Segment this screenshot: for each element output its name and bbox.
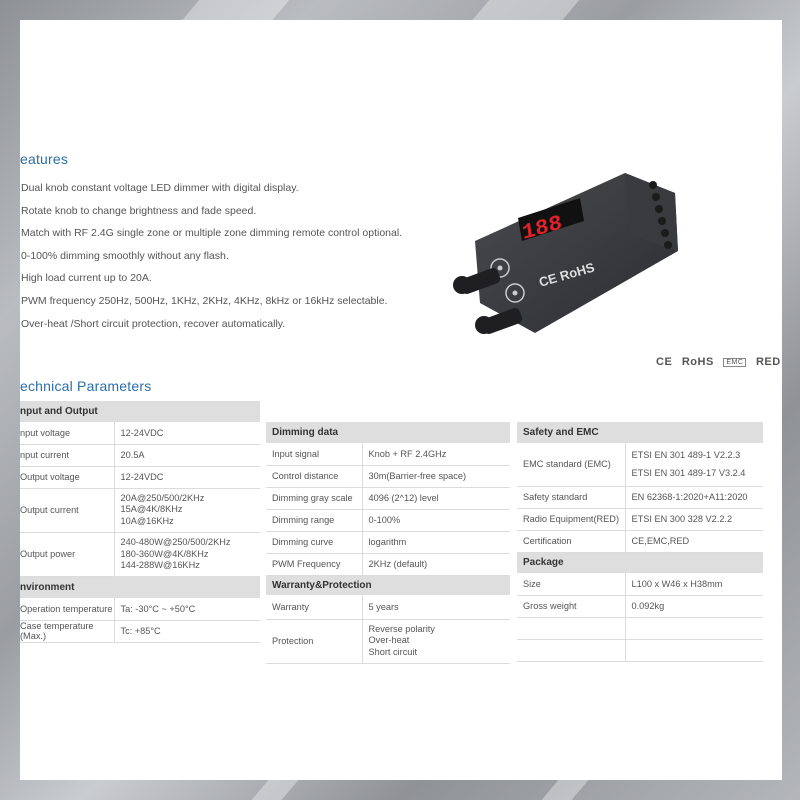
- param-value: [625, 617, 763, 639]
- param-label: Dimming range: [266, 509, 362, 531]
- param-label: Warranty: [266, 595, 362, 619]
- param-value: 4096 (2^12) level: [362, 487, 510, 509]
- datasheet-panel: [20, 20, 782, 780]
- feature-item: 0-100% dimming smoothly without any flash.: [21, 249, 229, 262]
- table-header: Dimming data: [266, 422, 510, 443]
- value-line: 240-480W@250/500/2KHz: [120, 537, 231, 547]
- param-value: 12-24VDC: [114, 422, 260, 444]
- value-line: 144-288W@16KHz: [120, 560, 200, 570]
- param-value: CE,EMC,RED: [625, 530, 763, 552]
- background-stripe: [181, 0, 289, 22]
- param-label: Protection: [266, 619, 362, 663]
- param-value: [114, 488, 260, 532]
- param-value: logarithm: [362, 531, 510, 553]
- table-safety-emc: [517, 422, 763, 662]
- background-stripe: [252, 780, 299, 800]
- features-title: eatures: [20, 151, 69, 167]
- table-dimming-data: [266, 422, 510, 664]
- value-line: ETSI EN 301 489-1 V2.2.3: [631, 450, 741, 461]
- value-line: Over-heat: [368, 635, 410, 646]
- param-label: Safety standard: [517, 486, 625, 508]
- param-value: 0-100%: [362, 509, 510, 531]
- param-value: EN 62368-1:2020+A11:2020: [625, 486, 763, 508]
- param-value: L100 x W46 x H38mm: [625, 573, 763, 595]
- param-label: nput current: [20, 444, 114, 466]
- param-value: Ta: -30°C ~ +50°C: [114, 598, 260, 620]
- table-header: nput and Output: [20, 401, 260, 422]
- param-label: Output voltage: [20, 466, 114, 488]
- table-header: Package: [517, 552, 763, 573]
- param-label: Dimming curve: [266, 531, 362, 553]
- param-label: Input signal: [266, 443, 362, 465]
- emc-mark: EMC: [723, 358, 746, 367]
- param-value: ETSI EN 300 328 V2.2.2: [625, 508, 763, 530]
- table-header: Warranty&Protection: [266, 575, 510, 595]
- param-value: Knob + RF 2.4GHz: [362, 443, 510, 465]
- table-header: Safety and EMC: [517, 422, 763, 443]
- svg-text:CE RoHS: CE RoHS: [537, 259, 597, 290]
- param-label: Operation temperature: [20, 598, 114, 620]
- param-label: [517, 617, 625, 639]
- param-label: Size: [517, 573, 625, 595]
- param-label: Case temperature (Max.): [20, 620, 114, 642]
- feature-item: Match with RF 2.4G single zone or multiple zone dimming remote control optional.: [21, 227, 403, 240]
- param-label: [517, 639, 625, 661]
- product-image-led-dimmer: [440, 163, 680, 363]
- param-label: PWM Frequency: [266, 553, 362, 575]
- param-value: [114, 532, 260, 576]
- param-label: Control distance: [266, 465, 362, 487]
- param-value: 0.092kg: [625, 595, 763, 617]
- table-header: nvironment: [20, 576, 260, 598]
- param-label: Certification: [517, 530, 625, 552]
- param-label: Dimming gray scale: [266, 487, 362, 509]
- value-line: Reverse polarity: [368, 623, 435, 634]
- features-list: [20, 177, 402, 335]
- technical-parameters-title: echnical Parameters: [20, 378, 152, 394]
- value-line: 15A@4K/8KHz: [120, 504, 183, 515]
- param-label: Output current: [20, 488, 114, 532]
- param-value: Tc: +85°C: [114, 620, 260, 642]
- param-value: [362, 619, 510, 663]
- table-input-output: [20, 401, 260, 643]
- param-label: Gross weight: [517, 595, 625, 617]
- digital-display: 188: [520, 210, 564, 246]
- value-line: 10A@16KHz: [120, 515, 174, 526]
- param-value: [625, 639, 763, 661]
- feature-item: Over-heat /Short circuit protection, recover automatically.: [21, 317, 286, 330]
- value-line: ETSI EN 301 489-17 V3.2.4: [631, 468, 746, 479]
- param-value: [625, 443, 763, 486]
- feature-item: High load current up to 20A.: [21, 272, 152, 285]
- param-value: 5 years: [362, 595, 510, 619]
- feature-item: PWM frequency 250Hz, 500Hz, 1KHz, 2KHz, 4KHz, 8kHz or 16kHz selectable.: [21, 294, 388, 307]
- feature-item: Dual knob constant voltage LED dimmer with digital display.: [21, 182, 299, 194]
- param-label: nput voltage: [20, 422, 114, 444]
- param-label: Output power: [20, 532, 114, 576]
- red-mark: RED: [755, 356, 781, 368]
- param-label: EMC standard (EMC): [517, 443, 625, 486]
- param-label: Radio Equipment(RED): [517, 508, 625, 530]
- value-line: 20A@250/500/2KHz: [120, 492, 205, 503]
- param-value: 2KHz (default): [362, 553, 510, 575]
- background-stripe: [542, 780, 589, 800]
- feature-item: Rotate knob to change brightness and fade speed.: [21, 204, 257, 217]
- param-value: 20.5A: [114, 444, 260, 466]
- certification-marks: [656, 356, 782, 368]
- param-value: 12-24VDC: [114, 466, 260, 488]
- ce-mark: CE: [656, 356, 673, 368]
- background-stripe: [471, 0, 579, 22]
- param-value: 30m(Barrier-free space): [362, 465, 510, 487]
- value-line: Short circuit: [368, 646, 418, 657]
- rohs-mark: RoHS: [681, 356, 714, 368]
- value-line: 180-360W@4K/8KHz: [120, 548, 209, 559]
